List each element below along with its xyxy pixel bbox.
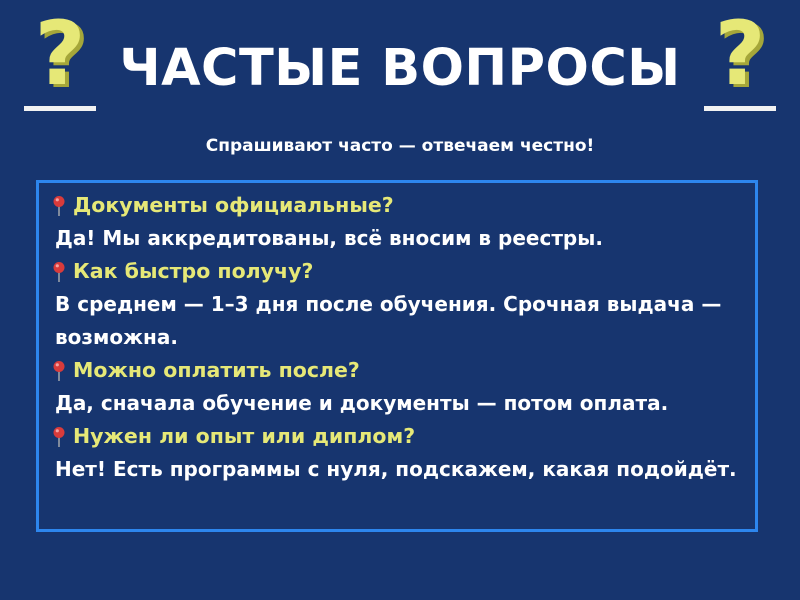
question-mark-decor-left — [20, 2, 100, 118]
pin-icon — [51, 195, 67, 217]
question-mark-decor-right — [700, 2, 780, 118]
pin-icon — [51, 426, 67, 448]
faq-item — [51, 255, 745, 354]
faq-question-text: Документы официальные? — [73, 193, 394, 217]
question-mark-icon: ? — [714, 2, 766, 105]
faq-question — [51, 189, 745, 222]
faq-item — [51, 420, 745, 486]
faq-item — [51, 354, 745, 420]
decor-underline — [24, 106, 96, 111]
faq-item — [51, 189, 745, 255]
faq-question — [51, 255, 745, 288]
faq-question — [51, 420, 745, 453]
question-mark-icon: ? — [34, 2, 86, 105]
faq-answer: Да! Мы аккредитованы, всё вносим в реестры. — [55, 226, 603, 250]
decor-underline — [704, 106, 776, 111]
faq-question-text: Можно оплатить после? — [73, 358, 360, 382]
faq-question — [51, 354, 745, 387]
pin-icon — [51, 360, 67, 382]
faq-answer: Нет! Есть программы с нуля, подскажем, какая подойдёт. — [55, 457, 737, 481]
pin-icon — [51, 261, 67, 283]
faq-box — [36, 180, 758, 532]
page-title: ЧАСТЫЕ ВОПРОСЫ — [119, 39, 681, 98]
page-subtitle: Спрашивают часто — отвечаем честно! — [205, 136, 595, 156]
faq-question-text: Нужен ли опыт или диплом? — [73, 424, 416, 448]
faq-answer: В среднем — 1–3 дня после обучения. Срочная выдача — возможна. — [55, 292, 729, 349]
faq-question-text: Как быстро получу? — [73, 259, 314, 283]
faq-answer: Да, сначала обучение и документы — потом оплата. — [55, 391, 669, 415]
